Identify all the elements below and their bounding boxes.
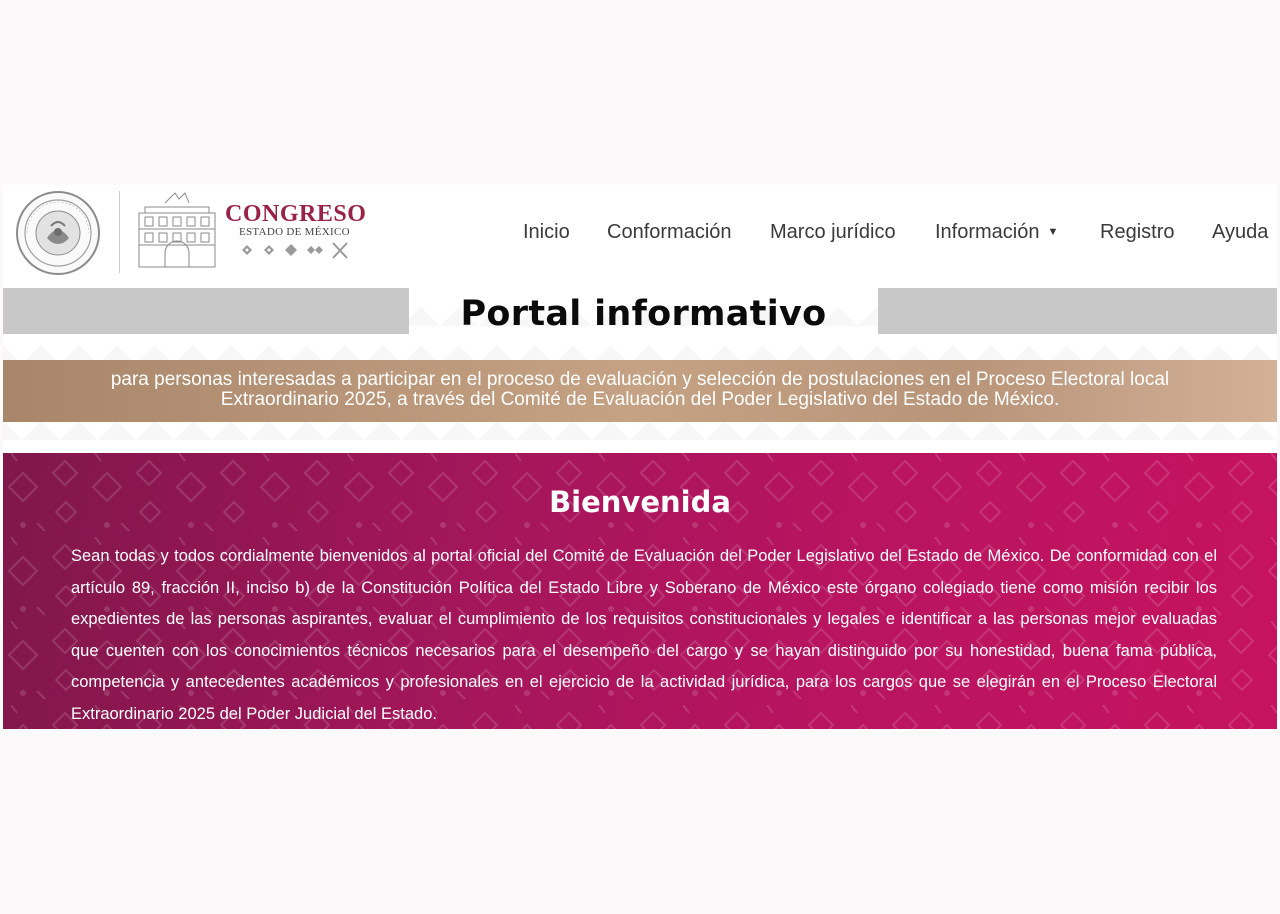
title-band-left bbox=[3, 288, 409, 334]
nav-conformacion[interactable]: Conformación bbox=[607, 221, 732, 243]
brand-subtitle: ESTADO DE MÉXICO bbox=[239, 226, 350, 238]
decorative-glyphs-icon bbox=[239, 241, 349, 263]
nav-marco-juridico[interactable]: Marco jurídico bbox=[770, 221, 896, 243]
legislature-seal-logo[interactable] bbox=[15, 190, 101, 276]
welcome-section bbox=[3, 453, 1277, 729]
nav-informacion-label: Información bbox=[935, 221, 1040, 243]
chevron-down-icon: ▼ bbox=[1047, 226, 1059, 238]
nav-ayuda[interactable]: Ayuda bbox=[1212, 221, 1269, 243]
portal-subtitle-band bbox=[3, 360, 1277, 422]
portal-subtitle-line-2: Extraordinario 2025, a través del Comité de Evaluación del Poder Legislativo del Estado de México. bbox=[220, 389, 1060, 410]
welcome-text: Sean todas y todos cordialmente bienvenidos al portal oficial del Comité de Evaluación del Poder Legislativo del Estado de México. De conformidad con el artículo 89, fracción II, inciso b) de la Constitución Política del Estado Libre y Soberano de México este órgano colegiado tiene como misión recibir los expedientes de las personas aspirantes, evaluar el cumplimiento de los requisitos constitucionales y legales e identificar a las personas mejor evaluadas que cuenten con los conocimientos técnicos necesarios para el desempeño del cargo y se hayan distinguido por su honestidad, buena fama pública, competencia y antecedentes académicos y profesionales en el ejercicio de la actividad jurídica, para los cargos que se elegirán en el Proceso Electoral Extraordinario 2025 del Poder Judicial del Estado. bbox=[71, 547, 1217, 723]
portal-subtitle-line-1: para personas interesadas a participar en el proceso de evaluación y selección de postulaciones en el Proceso Electoral local bbox=[110, 369, 1170, 390]
page-frame bbox=[3, 185, 1277, 729]
congress-building-logo bbox=[135, 189, 219, 273]
portal-subtitle bbox=[33, 370, 1247, 410]
nav-registro[interactable]: Registro bbox=[1100, 221, 1175, 243]
brand-title[interactable]: CONGRESO bbox=[225, 201, 367, 227]
portal-title: Portal informativo bbox=[460, 294, 827, 334]
nav-inicio[interactable]: Inicio bbox=[523, 221, 570, 243]
site-header bbox=[3, 185, 1277, 288]
header-divider bbox=[119, 191, 120, 273]
nav-informacion[interactable] bbox=[935, 221, 1058, 244]
welcome-title: Bienvenida bbox=[549, 485, 731, 519]
title-band-right bbox=[878, 288, 1277, 334]
